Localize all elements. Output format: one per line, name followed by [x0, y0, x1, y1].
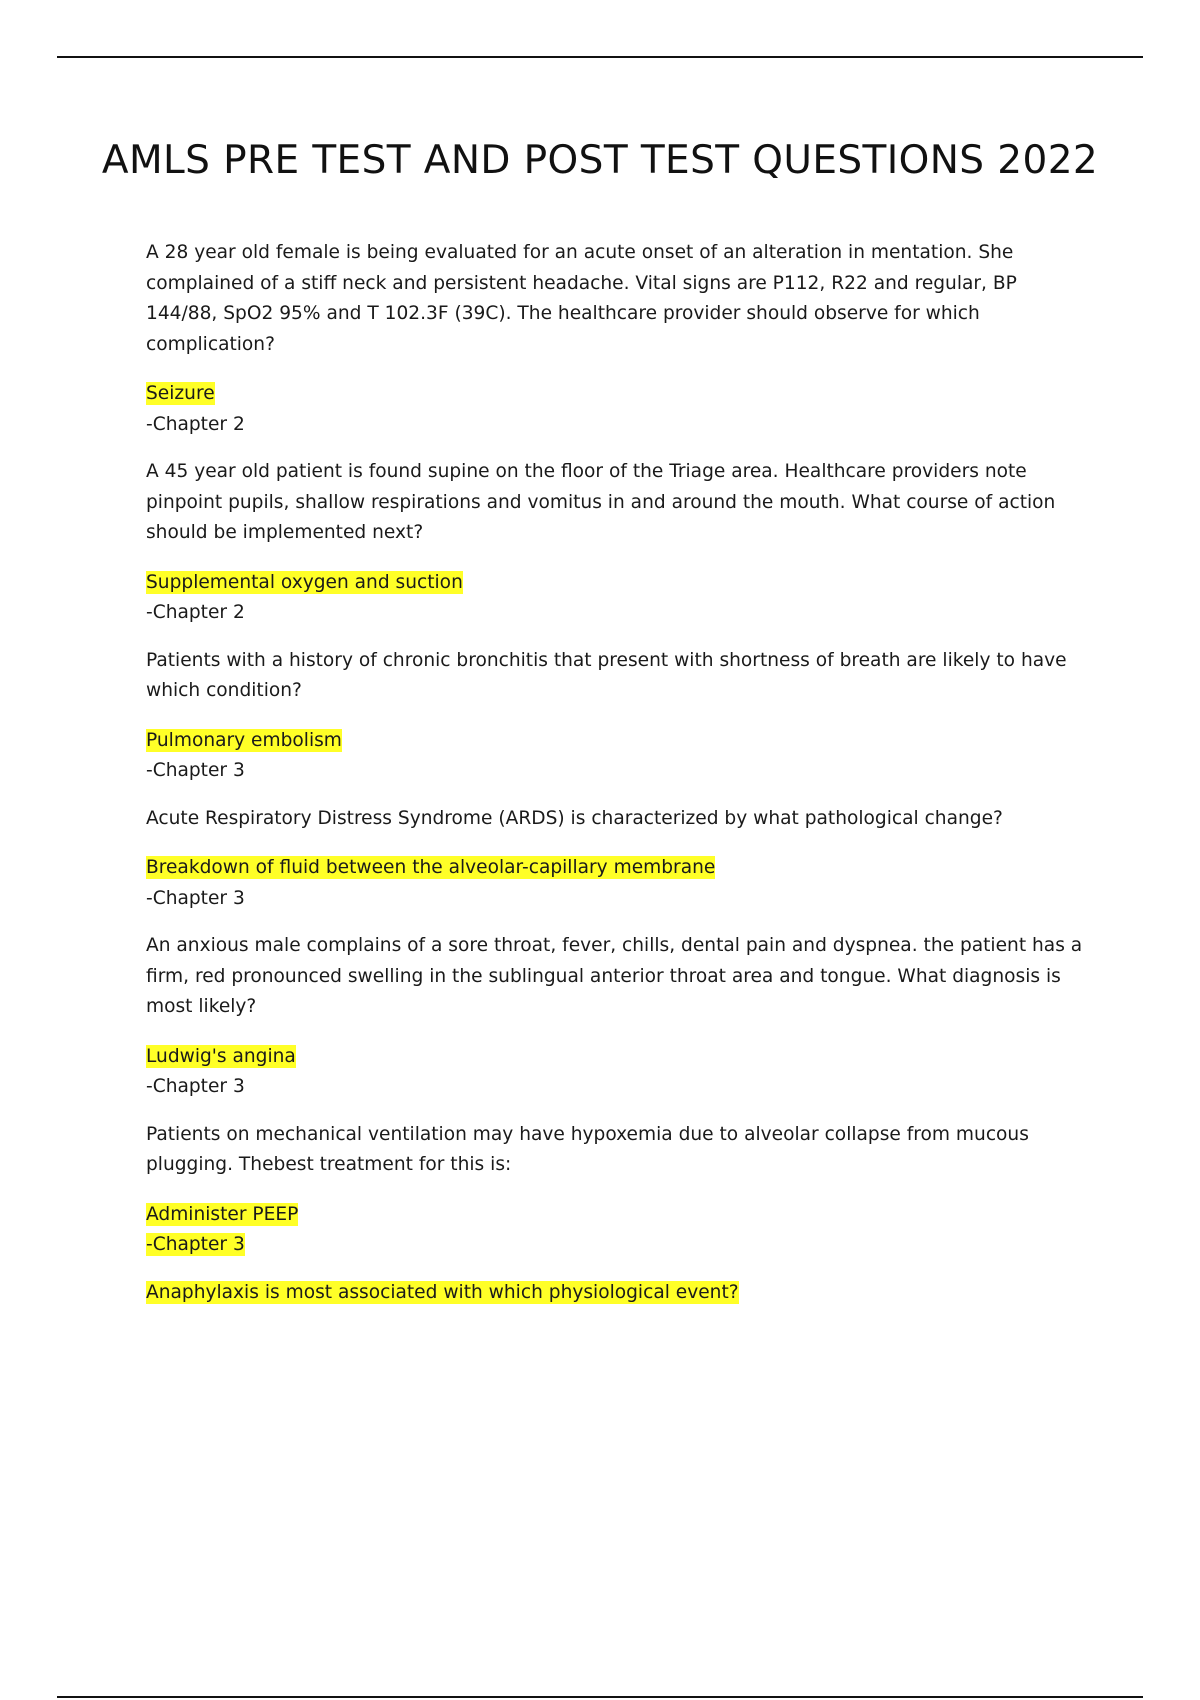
question-1: A 28 year old female is being evaluated for an acute onset of an alteration in mentation. She complained of a stiff neck and persistent headache. Vital signs are P112, R22 and regular, BP 144/88, SpO2 95% and T 102.3F (39C). The healthcare provider should observe for which complication?	[146, 242, 1017, 355]
answer-6-wrap	[146, 1200, 1091, 1231]
question-4: Acute Respiratory Distress Syndrome (ARDS) is characterized by what pathological change?	[146, 807, 1003, 829]
answer-1: Seizure	[146, 383, 215, 404]
answer-5-wrap	[146, 1042, 1091, 1073]
answer-block-3	[146, 726, 1091, 787]
chapter-5: -Chapter 3	[146, 1076, 245, 1097]
answer-1-wrap	[146, 379, 1091, 410]
chapter-6-wrap	[146, 1230, 1091, 1261]
answer-block-4	[146, 853, 1091, 914]
chapter-6: -Chapter 3	[146, 1234, 245, 1255]
document-body	[146, 238, 1091, 1327]
question-5: An anxious male complains of a sore throat, fever, chills, dental pain and dyspnea. the patient has a firm, red pronounced swelling in the sublingual anterior throat area and tongue. What diagnosis is most likely?	[146, 935, 1083, 1017]
question-7: Anaphylaxis is most associated with which physiological event?	[146, 1281, 739, 1303]
top-rule	[57, 56, 1143, 58]
question-6: Patients on mechanical ventilation may have hypoxemia due to alveolar collapse from mucous plugging. Thebest treatment for this is:	[146, 1123, 1029, 1175]
answer-block-2	[146, 568, 1091, 629]
chapter-4: -Chapter 3	[146, 887, 245, 909]
answer-2: Supplemental oxygen and suction	[146, 571, 463, 593]
answer-6: Administer PEEP	[146, 1203, 299, 1225]
answer-2-wrap	[146, 568, 1091, 599]
answer-5: Ludwig's angina	[146, 1045, 296, 1067]
answer-3-wrap	[146, 726, 1091, 757]
answer-4-wrap	[146, 853, 1091, 884]
question-7-wrap	[146, 1278, 1091, 1309]
chapter-2: -Chapter 2	[146, 602, 245, 623]
bottom-rule	[57, 1696, 1143, 1698]
question-3: Patients with a history of chronic bronchitis that present with shortness of breath are likely to have which condition?	[146, 649, 1067, 701]
answer-block-1	[146, 379, 1091, 440]
chapter-1: -Chapter 2	[146, 413, 245, 435]
chapter-3: -Chapter 3	[146, 760, 245, 781]
page-title: AMLS PRE TEST AND POST TEST QUESTIONS 2022	[101, 138, 1099, 183]
answer-4: Breakdown of fluid between the alveolar-capillary membrane	[146, 857, 716, 878]
answer-3: Pulmonary embolism	[146, 729, 342, 751]
answer-block-6	[146, 1200, 1091, 1261]
question-2: A 45 year old patient is found supine on the floor of the Triage area. Healthcare providers note pinpoint pupils, shallow respirations and vomitus in and around the mouth. What course of action should be implemented next?	[146, 461, 1056, 543]
answer-block-5	[146, 1042, 1091, 1103]
